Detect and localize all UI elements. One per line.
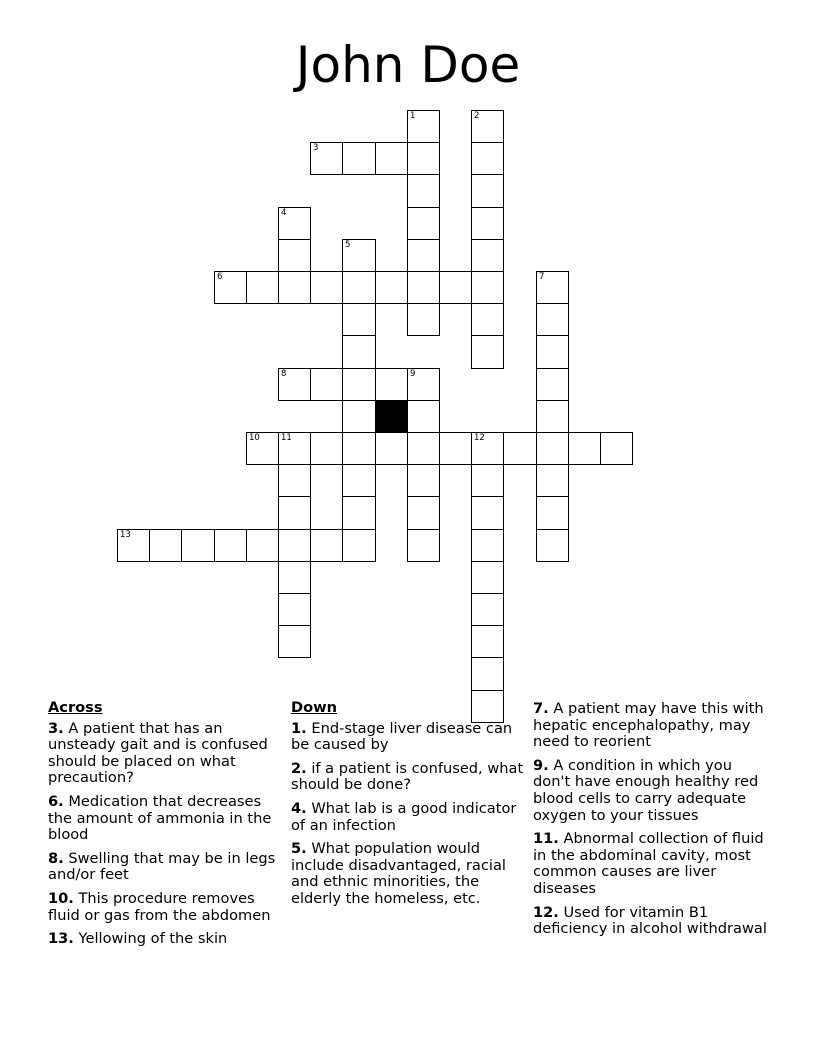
clue-down-11 xyxy=(533,831,773,897)
clue-text: Abnormal collection of fluid in the abdominal cavity, most common causes are liver diseases xyxy=(533,830,764,897)
cell-number: 1 xyxy=(410,111,416,121)
clue-number: 5. xyxy=(291,840,307,858)
crossword-cell[interactable] xyxy=(181,529,215,562)
crossword-cell[interactable] xyxy=(149,529,182,562)
clue-text: What population would include disadvantaged, racial and ethnic minorities, the elderly the homeless, etc. xyxy=(291,840,506,907)
crossword-cell[interactable] xyxy=(278,271,311,304)
crossword-cell[interactable] xyxy=(407,142,440,175)
crossword-cell[interactable] xyxy=(310,432,343,465)
crossword-cell[interactable] xyxy=(214,529,247,562)
crossword-cell[interactable] xyxy=(471,207,504,240)
crossword-cell[interactable] xyxy=(407,110,440,143)
clue-across-13 xyxy=(48,931,284,948)
across-heading: Across xyxy=(48,699,103,716)
crossword-cell[interactable] xyxy=(471,271,504,304)
crossword-cell[interactable] xyxy=(375,368,408,401)
crossword-cell[interactable] xyxy=(407,496,440,530)
crossword-cell[interactable] xyxy=(117,529,150,562)
clue-text: A patient may have this with hepatic encephalopathy, may need to reorient xyxy=(533,700,764,751)
crossword-cell[interactable] xyxy=(246,432,279,465)
crossword-cell[interactable] xyxy=(375,142,408,175)
crossword-cell[interactable] xyxy=(536,303,569,336)
clue-down-7 xyxy=(533,701,773,751)
crossword-cell[interactable] xyxy=(375,432,408,465)
cell-number: 10 xyxy=(249,433,260,443)
cell-number: 2 xyxy=(474,111,480,121)
crossword-cell[interactable] xyxy=(536,529,569,562)
crossword-cell[interactable] xyxy=(471,529,504,562)
crossword-cell[interactable] xyxy=(278,496,311,530)
clue-text: What lab is a good indicator of an infection xyxy=(291,799,517,834)
crossword-cell[interactable] xyxy=(471,335,504,369)
crossword-cell[interactable] xyxy=(471,174,504,208)
clue-text: A condition in which you don't have enough healthy red blood cells to carry adequate oxygen to your tissues xyxy=(533,756,759,824)
clue-number: 8. xyxy=(48,849,64,867)
clue-down-9 xyxy=(533,758,773,824)
crossword-cell[interactable] xyxy=(342,400,376,433)
crossword-cell[interactable] xyxy=(471,625,504,658)
crossword-cell[interactable] xyxy=(278,529,311,562)
clue-across-10 xyxy=(48,891,284,924)
crossword-cell[interactable] xyxy=(536,432,569,465)
clue-text: if a patient is confused, what should be done? xyxy=(291,759,524,794)
crossword-cell[interactable] xyxy=(536,368,569,401)
crossword-cell[interactable] xyxy=(407,303,440,336)
crossword-cell[interactable] xyxy=(342,142,376,175)
crossword-cell[interactable] xyxy=(471,142,504,175)
crossword-cell[interactable] xyxy=(310,142,343,175)
cell-number: 3 xyxy=(313,143,319,153)
crossword-cell[interactable] xyxy=(375,271,408,304)
crossword-cell[interactable] xyxy=(407,207,440,240)
clue-text: A patient that has an unsteady gait and is confused should be placed on what precaution? xyxy=(48,719,268,787)
crossword-cell[interactable] xyxy=(342,496,376,530)
crossword-cell[interactable] xyxy=(407,400,440,433)
crossword-cell[interactable] xyxy=(407,432,440,465)
crossword-cell[interactable] xyxy=(278,464,311,497)
clue-across-3 xyxy=(48,721,284,787)
crossword-cell[interactable] xyxy=(278,625,311,658)
clue-number: 11. xyxy=(533,830,559,848)
clue-down-4 xyxy=(291,801,527,834)
clue-number: 12. xyxy=(533,903,559,921)
down-heading: Down xyxy=(291,699,338,716)
clue-down-12 xyxy=(533,905,773,938)
crossword-cell[interactable] xyxy=(407,271,440,304)
crossword-cell[interactable] xyxy=(471,239,504,272)
crossword-cell[interactable] xyxy=(536,464,569,497)
puzzle-title: John Doe xyxy=(295,36,521,94)
crossword-cell[interactable] xyxy=(471,657,504,691)
crossword-cell[interactable] xyxy=(342,271,376,304)
clue-number: 6. xyxy=(48,792,64,810)
crossword-cell[interactable] xyxy=(342,432,376,465)
cell-number: 5 xyxy=(345,240,351,250)
crossword-cell[interactable] xyxy=(471,593,504,626)
clue-number: 3. xyxy=(48,719,64,737)
crossword-cell[interactable] xyxy=(246,529,279,562)
cell-number: 6 xyxy=(217,272,223,282)
crossword-cell[interactable] xyxy=(471,464,504,497)
crossword-cell[interactable] xyxy=(536,335,569,369)
cell-number: 8 xyxy=(281,369,287,379)
clue-number: 2. xyxy=(291,759,307,777)
crossword-cell[interactable] xyxy=(536,400,569,433)
crossword-cell[interactable] xyxy=(407,174,440,208)
crossword-cell[interactable] xyxy=(471,432,504,465)
crossword-cell[interactable] xyxy=(342,464,376,497)
crossword-cell[interactable] xyxy=(310,271,343,304)
crossword-cell[interactable] xyxy=(407,464,440,497)
clue-down-1 xyxy=(291,721,527,754)
cell-number: 9 xyxy=(410,369,416,379)
crossword-cell[interactable] xyxy=(278,368,311,401)
crossword-cell[interactable] xyxy=(407,239,440,272)
clue-down-5 xyxy=(291,841,527,907)
crossword-cell[interactable] xyxy=(342,529,376,562)
crossword-cell[interactable] xyxy=(471,303,504,336)
crossword-cell[interactable] xyxy=(342,239,376,272)
crossword-cell[interactable] xyxy=(471,561,504,594)
crossword-cell[interactable] xyxy=(536,271,569,304)
crossword-cell[interactable] xyxy=(536,496,569,530)
cell-number: 4 xyxy=(281,208,287,218)
clue-number: 9. xyxy=(533,756,549,774)
down-clues-continued xyxy=(533,701,773,945)
clue-across-6 xyxy=(48,794,284,844)
crossword-cell[interactable] xyxy=(246,271,279,304)
crossword-cell[interactable] xyxy=(471,496,504,530)
cell-number: 7 xyxy=(539,272,545,282)
crossword-cell[interactable] xyxy=(407,368,440,401)
cell-number: 13 xyxy=(120,530,131,540)
crossword-cell[interactable] xyxy=(278,432,311,465)
clue-text: Used for vitamin B1 deficiency in alcohol withdrawal xyxy=(533,903,767,938)
crossword-cell[interactable] xyxy=(342,335,376,369)
across-clues xyxy=(48,700,284,955)
crossword-cell[interactable] xyxy=(600,432,633,465)
clue-text: This procedure removes fluid or gas from the abdomen xyxy=(48,889,271,924)
clue-across-8 xyxy=(48,851,284,884)
crossword-cell[interactable] xyxy=(310,529,343,562)
crossword-cell[interactable] xyxy=(439,271,472,304)
crossword-cell[interactable] xyxy=(278,593,311,626)
crossword-cell[interactable] xyxy=(278,239,311,272)
crossword-cell[interactable] xyxy=(471,110,504,143)
crossword-cell[interactable] xyxy=(568,432,601,465)
down-clues xyxy=(291,700,527,915)
crossword-cell[interactable] xyxy=(439,432,472,465)
crossword-cell[interactable] xyxy=(278,561,311,594)
cell-number: 12 xyxy=(474,433,485,443)
crossword-cell[interactable] xyxy=(342,368,376,401)
clue-down-2 xyxy=(291,761,527,794)
clue-number: 4. xyxy=(291,799,307,817)
clue-number: 7. xyxy=(533,700,549,717)
crossword-cell[interactable] xyxy=(407,529,440,562)
crossword-cell[interactable] xyxy=(310,368,343,401)
clue-number: 13. xyxy=(48,930,74,948)
clue-text: Swelling that may be in legs and/or feet xyxy=(48,849,276,884)
black-cell xyxy=(375,400,408,433)
clue-text: Yellowing of the skin xyxy=(78,930,228,948)
crossword-cell[interactable] xyxy=(503,432,537,465)
cell-number: 11 xyxy=(281,433,292,443)
crossword-cell[interactable] xyxy=(278,207,311,240)
clue-number: 10. xyxy=(48,889,74,907)
crossword-cell[interactable] xyxy=(214,271,247,304)
clue-number: 1. xyxy=(291,719,307,737)
clue-text: End-stage liver disease can be caused by xyxy=(291,719,513,754)
crossword-cell[interactable] xyxy=(342,303,376,336)
clue-text: Medication that decreases the amount of ammonia in the blood xyxy=(48,792,272,844)
